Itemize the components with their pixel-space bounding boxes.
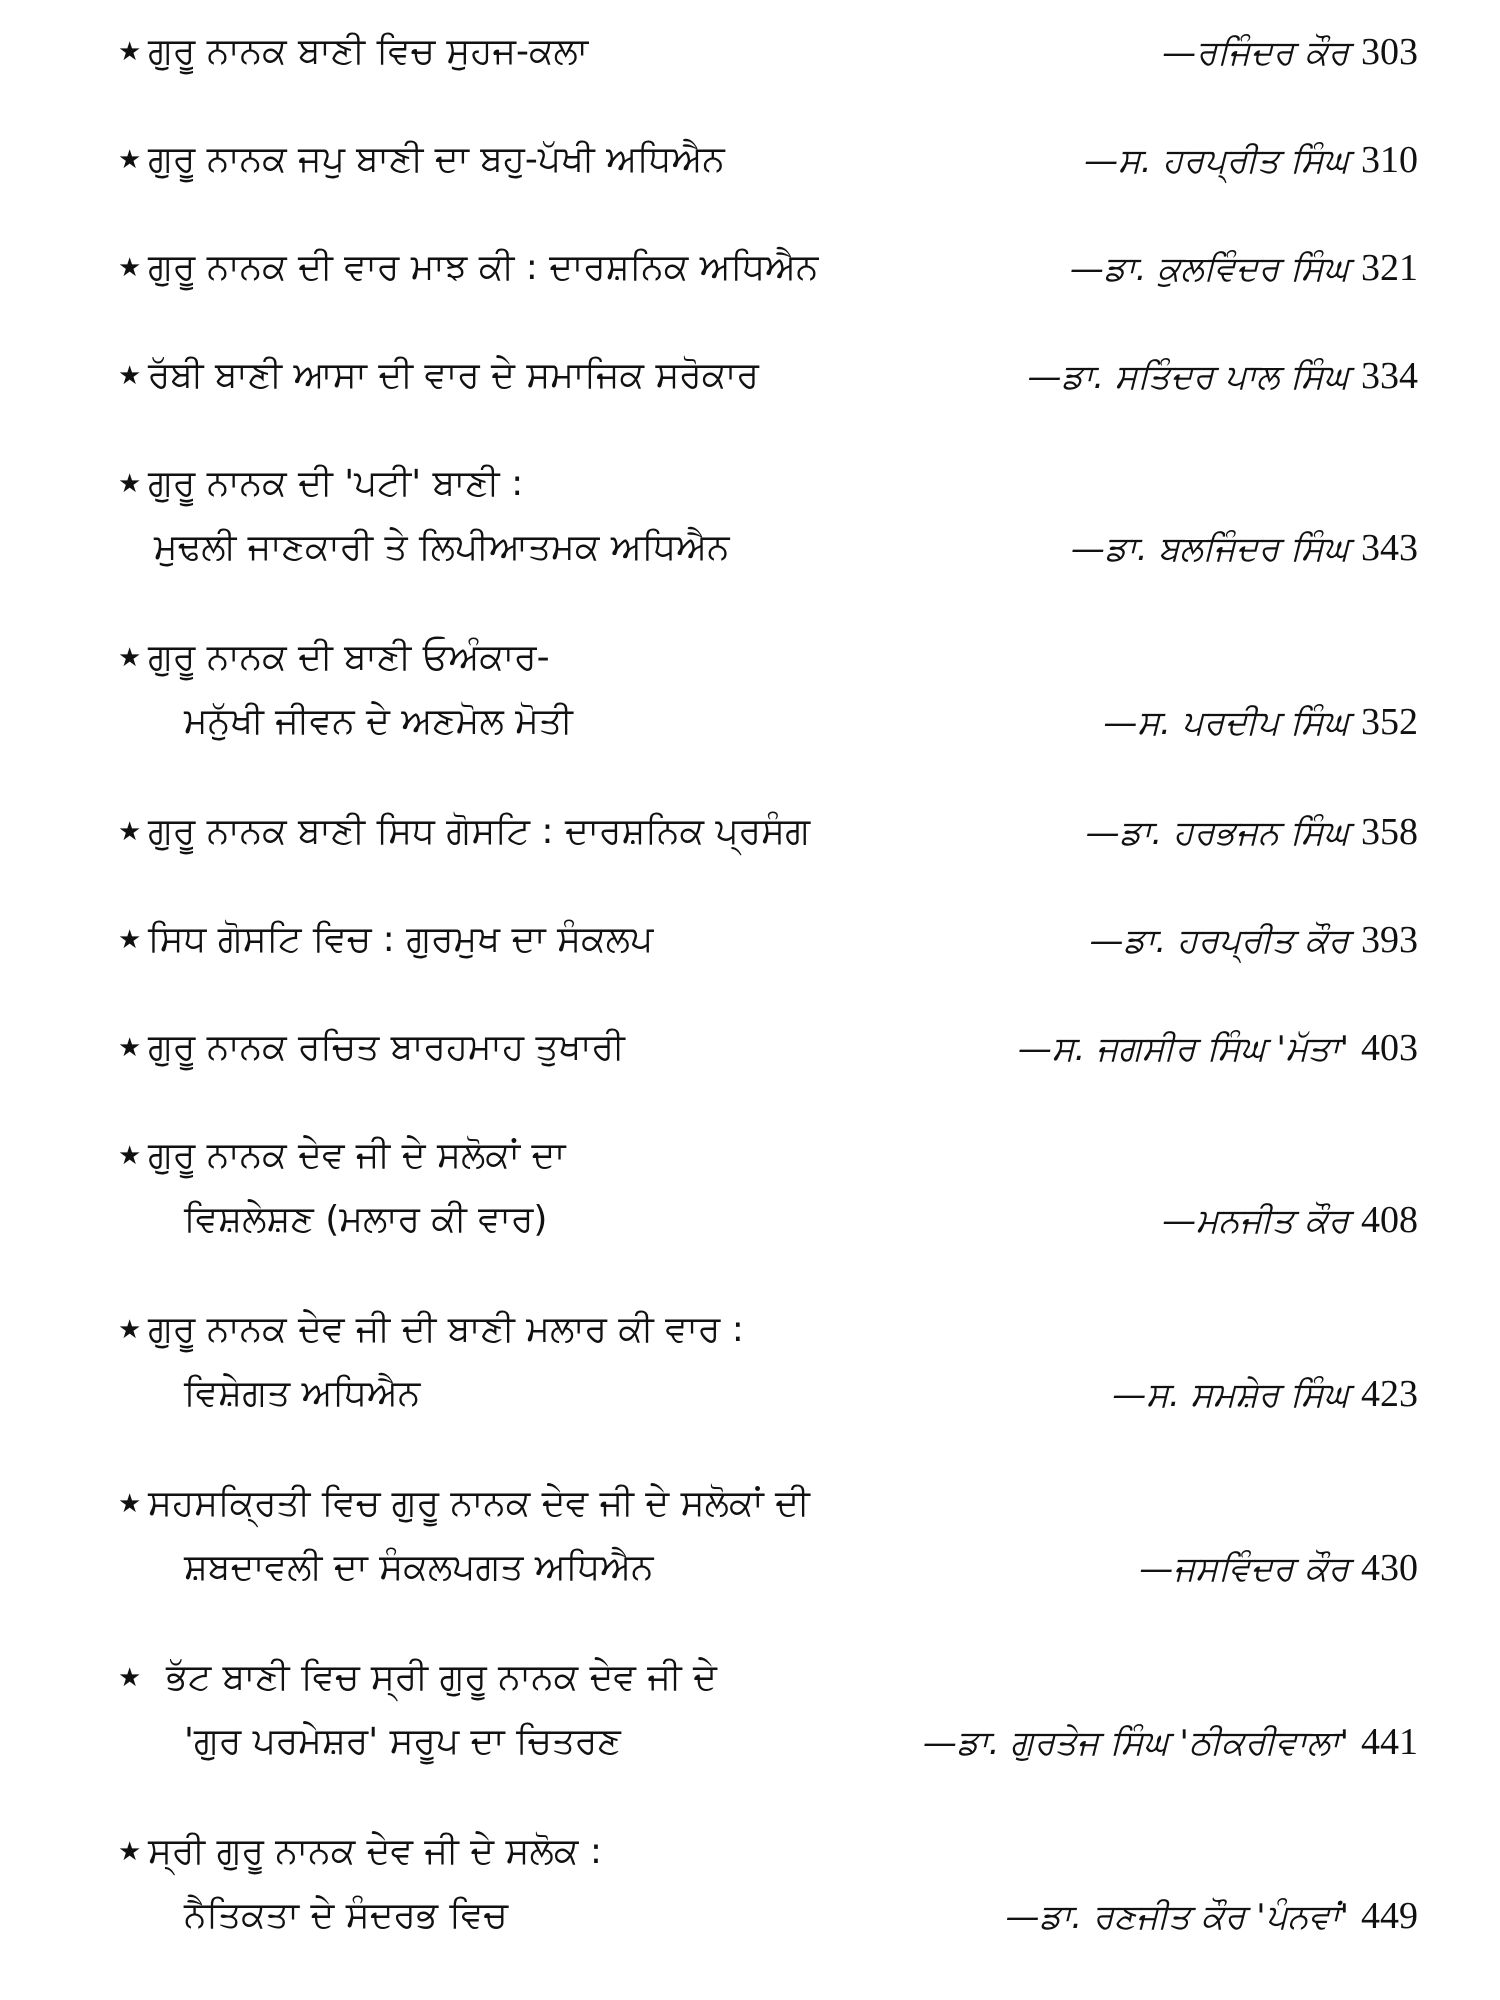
- toc-entry-author: —ਸ. ਜਗਸੀਰ ਸਿੰਘ 'ਮੱਤਾ': [1017, 1029, 1349, 1069]
- toc-entry-page: 393: [1361, 919, 1418, 961]
- star-bullet-icon: ★: [118, 817, 142, 847]
- toc-entry-author: —ਡਾ. ਸਤਿੰਦਰ ਪਾਲ ਸਿੰਘ: [1027, 357, 1349, 397]
- toc-entry-page: 352: [1361, 701, 1418, 743]
- toc-entry-author: —ਜਸਵਿੰਦਰ ਕੌਰ: [1139, 1549, 1349, 1589]
- toc-entry-meta: [1112, 1362, 1418, 1426]
- star-bullet-icon: ★: [118, 37, 142, 67]
- toc-entry-meta: [1103, 690, 1418, 754]
- toc-entry-author: —ਡਾ. ਹਰਭਜਨ ਸਿੰਘ: [1085, 813, 1349, 853]
- toc-entry-author: —ਸ. ਹਰਪ੍ਰੀਤ ਸਿੰਘ: [1084, 141, 1349, 181]
- toc-entry-author: —ਰਜਿੰਦਰ ਕੌਰ: [1162, 33, 1349, 73]
- toc-entry-line: [118, 1124, 1418, 1188]
- toc-entry-author: —ਡਾ. ਗੁਰਤੇਜ ਸਿੰਘ 'ਠੀਕਰੀਵਾਲਾ': [922, 1723, 1349, 1763]
- star-bullet-icon: ★: [118, 925, 142, 955]
- toc-entry-title-cont: 'ਗੁਰ ਪਰਮੇਸ਼ਰ' ਸਰੂਪ ਦਾ ਚਿਤਰਣ: [184, 1721, 621, 1762]
- toc-entry-line: [118, 452, 1418, 516]
- toc-entry-title: ਗੁਰੂ ਨਾਨਕ ਦੀ ਬਾਣੀ ਓਅੰਕਾਰ-: [148, 637, 550, 678]
- toc-entry-title: ਗੁਰੂ ਨਾਨਕ ਬਾਣੀ ਵਿਚ ਸੁਹਜ-ਕਲਾ: [148, 31, 589, 72]
- toc-entry: [118, 344, 1418, 408]
- toc-entry: [118, 128, 1418, 192]
- toc-entry-line: [118, 1884, 1418, 1948]
- toc-entry-page: 358: [1361, 811, 1418, 853]
- toc-entry-meta: [1070, 236, 1418, 300]
- star-bullet-icon: ★: [118, 145, 142, 175]
- toc-entry: [118, 1298, 1418, 1426]
- star-bullet-icon: ★: [118, 643, 142, 673]
- toc-entry-line: [118, 1472, 1418, 1536]
- toc-entry-page: 403: [1361, 1027, 1418, 1069]
- toc-entry-title: ਭੱਟ ਬਾਣੀ ਵਿਚ ਸ੍ਰੀ ਗੁਰੂ ਨਾਨਕ ਦੇਵ ਜੀ ਦੇ: [166, 1657, 718, 1698]
- toc-entry-title: ਸਹਸਕ੍ਰਿਤੀ ਵਿਚ ਗੁਰੂ ਨਾਨਕ ਦੇਵ ਜੀ ਦੇ ਸਲੋਕਾਂ ਦੀ: [148, 1483, 810, 1524]
- toc-entry-author: —ਡਾ. ਰਣਜੀਤ ਕੌਰ 'ਪੰਨਵਾਂ': [1005, 1897, 1349, 1937]
- star-bullet-icon: ★: [118, 469, 142, 499]
- toc-entry-line: [118, 1188, 1418, 1252]
- toc-entry-author: —ਡਾ. ਕੁਲਵਿੰਦਰ ਸਿੰਘ: [1069, 249, 1349, 289]
- toc-entry: [118, 1016, 1418, 1080]
- toc-entry: [118, 236, 1418, 300]
- toc-entry: [118, 1124, 1418, 1252]
- toc-entry-line: [118, 1016, 1418, 1080]
- toc-entry-meta: [1086, 800, 1418, 864]
- toc-entry-meta: [1162, 20, 1418, 84]
- toc-entry-page: 310: [1361, 139, 1418, 181]
- toc-entry-line: [118, 236, 1418, 300]
- toc-entry-author: —ਮਨਜੀਤ ਕੌਰ: [1162, 1201, 1349, 1241]
- toc-entry-title: ਗੁਰੂ ਨਾਨਕ ਦੀ 'ਪਟੀ' ਬਾਣੀ :: [148, 463, 524, 504]
- toc-entry-page: 334: [1361, 355, 1418, 397]
- toc-entry-title-cont: ਸ਼ਬਦਾਵਲੀ ਦਾ ਸੰਕਲਪਗਤ ਅਧਿਐਨ: [184, 1547, 654, 1588]
- toc-entry-meta: [1084, 128, 1418, 192]
- toc-entry-title: ਗੁਰੂ ਨਾਨਕ ਦੇਵ ਜੀ ਦੇ ਸਲੋਕਾਂ ਦਾ: [148, 1135, 566, 1176]
- toc-entry-author: —ਸ. ਪਰਦੀਪ ਸਿੰਘ: [1103, 703, 1349, 743]
- toc-entry-line: [118, 1646, 1418, 1710]
- toc-entry-title: ਸਿਧ ਗੋਸਟਿ ਵਿਚ : ਗੁਰਮੁਖ ਦਾ ਸੰਕਲਪ: [148, 919, 654, 960]
- toc-entry-page: 430: [1361, 1547, 1418, 1589]
- toc-entry-line: [118, 128, 1418, 192]
- toc-entry-line: [118, 626, 1418, 690]
- toc-entry-line: [118, 690, 1418, 754]
- toc-entry-title: ਗੁਰੂ ਨਾਨਕ ਦੀ ਵਾਰ ਮਾਝ ਕੀ : ਦਾਰਸ਼ਨਿਕ ਅਧਿਐਨ: [148, 247, 819, 288]
- toc-entry-title-cont: ਵਿਸ਼ੇਗਤ ਅਧਿਐਨ: [184, 1373, 421, 1414]
- toc-entry-meta: [923, 1710, 1418, 1774]
- toc-entry-line: [118, 344, 1418, 408]
- toc-entry-page: 423: [1361, 1373, 1418, 1415]
- toc-entry-title-cont: ਵਿਸ਼ਲੇਸ਼ਣ (ਮਲਾਰ ਕੀ ਵਾਰ): [184, 1199, 548, 1240]
- toc-entry: [118, 1646, 1418, 1774]
- toc-entry-line: [118, 20, 1418, 84]
- toc-entry-page: 449: [1361, 1895, 1418, 1937]
- star-bullet-icon: ★: [118, 253, 142, 283]
- toc-entry-author: —ਡਾ. ਬਲਜਿੰਦਰ ਸਿੰਘ: [1070, 529, 1349, 569]
- toc-entry-meta: [1005, 1884, 1418, 1948]
- toc-entry-page: 408: [1361, 1199, 1418, 1241]
- toc-entry-title: ਰੱਬੀ ਬਾਣੀ ਆਸਾ ਦੀ ਵਾਰ ਦੇ ਸਮਾਜਿਕ ਸਰੋਕਾਰ: [148, 355, 759, 396]
- toc-entry-author: —ਸ. ਸਮਸ਼ੇਰ ਸਿੰਘ: [1112, 1375, 1349, 1415]
- toc-entry-meta: [1090, 908, 1418, 972]
- star-bullet-icon: ★: [118, 1033, 142, 1063]
- toc-entry-title-cont: ਮਨੁੱਖੀ ਜੀਵਨ ਦੇ ਅਣਮੋਲ ਮੋਤੀ: [184, 701, 573, 742]
- toc-entry-meta: [1071, 516, 1418, 580]
- toc-entry: [118, 800, 1418, 864]
- toc-entry-page: 321: [1361, 247, 1418, 289]
- toc-entry-page: 441: [1361, 1721, 1418, 1763]
- star-bullet-icon: ★: [118, 1837, 142, 1867]
- toc-entry-title: ਗੁਰੂ ਨਾਨਕ ਰਚਿਤ ਬਾਰਹਮਾਹ ਤੁਖਾਰੀ: [148, 1027, 625, 1068]
- toc-entry: [118, 452, 1418, 580]
- toc-entry: [118, 626, 1418, 754]
- toc-entry: [118, 1820, 1418, 1948]
- toc-entry-line: [118, 1298, 1418, 1362]
- toc-entry-line: [118, 516, 1418, 580]
- toc-entry-title-cont: ਨੈਤਿਕਤਾ ਦੇ ਸੰਦਰਭ ਵਿਚ: [184, 1895, 508, 1936]
- toc-entry-page: 343: [1361, 527, 1418, 569]
- toc-entry: [118, 20, 1418, 84]
- toc-entry-meta: [1018, 1016, 1418, 1080]
- toc-entry-line: [118, 1536, 1418, 1600]
- toc-entry-title: ਗੁਰੂ ਨਾਨਕ ਬਾਣੀ ਸਿਧ ਗੋਸਟਿ : ਦਾਰਸ਼ਨਿਕ ਪ੍ਰਸੰਗ: [148, 811, 811, 852]
- toc-entry-meta: [1139, 1536, 1418, 1600]
- toc-entry: [118, 908, 1418, 972]
- toc-entry-title-cont: ਮੁਢਲੀ ਜਾਣਕਾਰੀ ਤੇ ਲਿਪੀਆਤਮਕ ਅਧਿਐਨ: [154, 527, 730, 568]
- toc-entry-line: [118, 1362, 1418, 1426]
- toc-entry-line: [118, 1710, 1418, 1774]
- toc-entry-page: 303: [1361, 31, 1418, 73]
- star-bullet-icon: ★: [118, 1141, 142, 1171]
- toc-entry-line: [118, 1820, 1418, 1884]
- toc-entry-title: ਸ੍ਰੀ ਗੁਰੂ ਨਾਨਕ ਦੇਵ ਜੀ ਦੇ ਸਲੋਕ :: [148, 1831, 602, 1872]
- toc-entry-title: ਗੁਰੂ ਨਾਨਕ ਜਪੁ ਬਾਣੀ ਦਾ ਬਹੁ-ਪੱਖੀ ਅਧਿਐਨ: [148, 139, 725, 180]
- toc-entry-author: —ਡਾ. ਹਰਪ੍ਰੀਤ ਕੌਰ: [1089, 921, 1349, 961]
- star-bullet-icon: ★: [118, 361, 142, 391]
- toc-entry: [118, 1472, 1418, 1600]
- toc-entry-meta: [1027, 344, 1418, 408]
- star-bullet-icon: ★: [118, 1315, 142, 1345]
- toc-entry-meta: [1162, 1188, 1418, 1252]
- star-bullet-icon: ★: [118, 1663, 142, 1693]
- star-bullet-icon: ★: [118, 1489, 142, 1519]
- toc-entry-line: [118, 908, 1418, 972]
- toc-entry-line: [118, 800, 1418, 864]
- toc-entry-title: ਗੁਰੂ ਨਾਨਕ ਦੇਵ ਜੀ ਦੀ ਬਾਣੀ ਮਲਾਰ ਕੀ ਵਾਰ :: [148, 1309, 744, 1350]
